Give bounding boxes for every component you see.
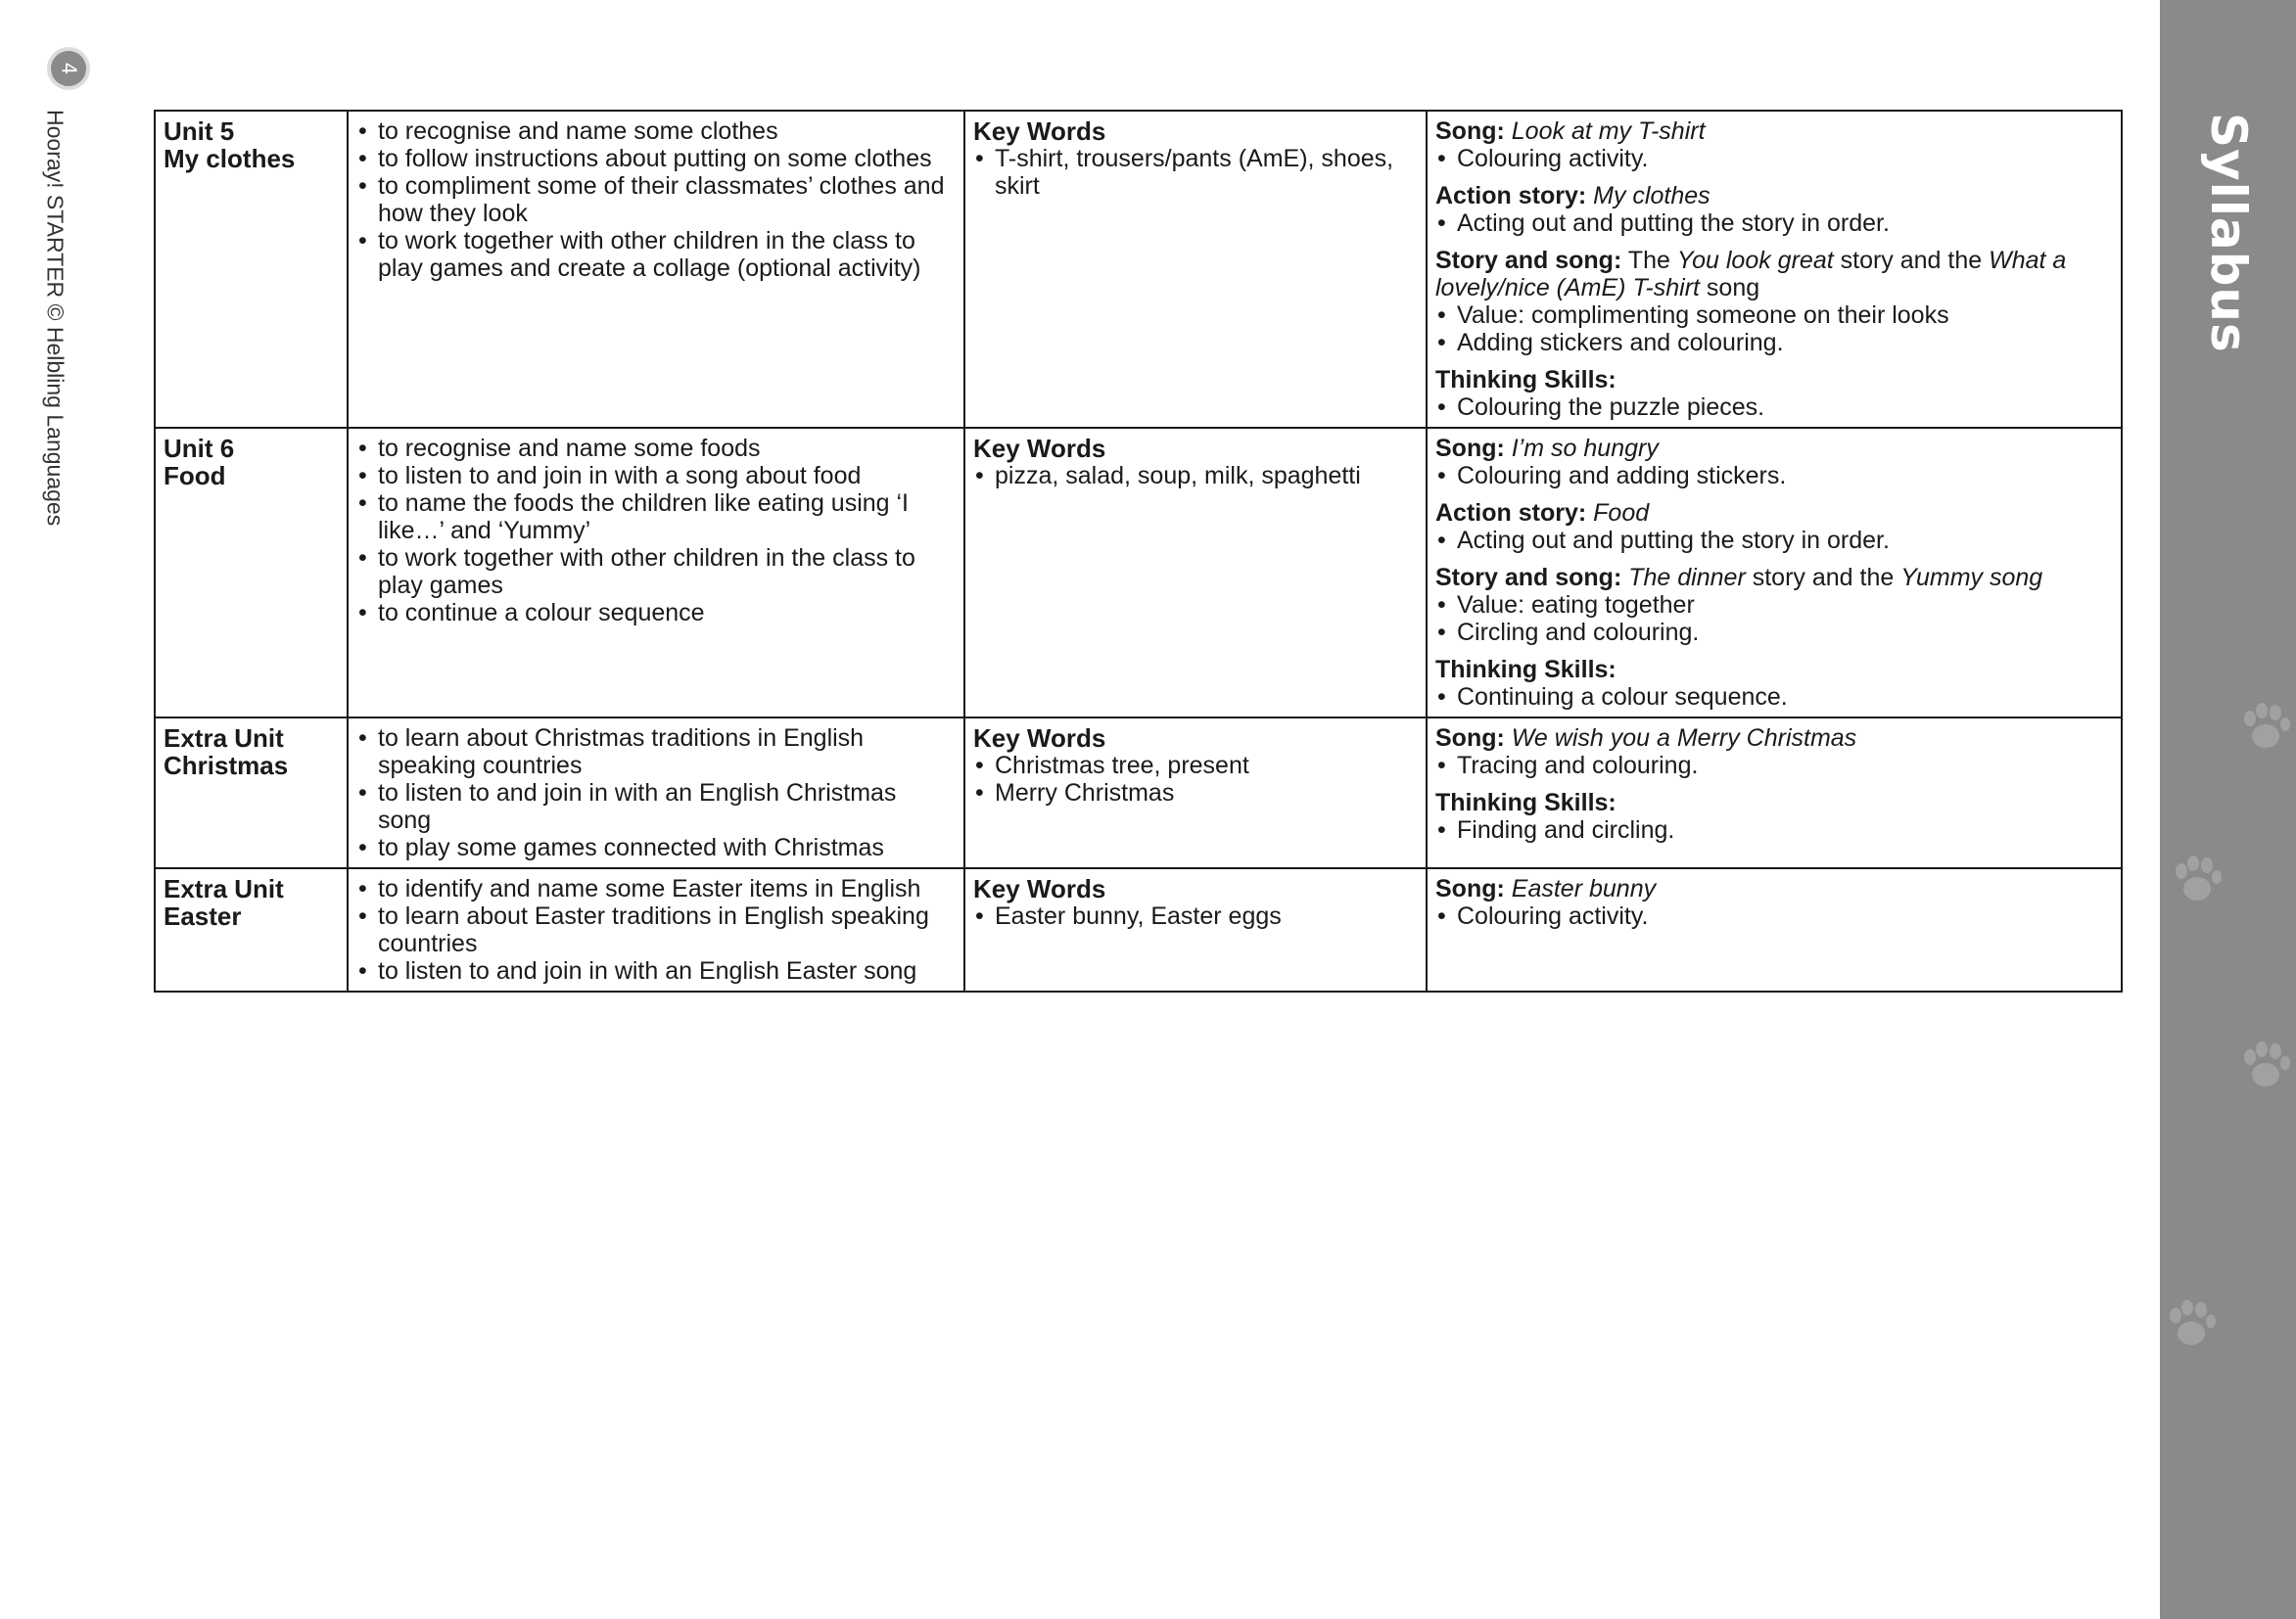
activity-item: • Colouring and adding stickers. xyxy=(1435,462,2113,489)
activity-block xyxy=(1435,182,2113,237)
paw-icon xyxy=(2234,1036,2296,1098)
activity-label: Thinking Skills: xyxy=(1435,789,1617,816)
objectives-cell xyxy=(348,111,964,428)
book-credit: Hooray! STARTER © Helbling Languages xyxy=(42,110,69,527)
key-word-item: • Easter bunny, Easter eggs xyxy=(973,902,1418,930)
objective-item: • to recognise and name some clothes xyxy=(356,117,956,145)
activity-title: Look at my T-shirt xyxy=(1511,117,1706,145)
key-words-list xyxy=(973,145,1418,200)
table-row xyxy=(155,868,2122,992)
unit-title: Easter xyxy=(164,902,242,931)
objective-item: • to work together with other children in the class to play games xyxy=(356,544,956,599)
activity-title: The dinner xyxy=(1628,564,1746,591)
activity-item: • Value: complimenting someone on their looks xyxy=(1435,301,2113,329)
key-words-list xyxy=(973,902,1418,930)
paw-icon xyxy=(2160,1294,2223,1357)
activity-item: • Circling and colouring. xyxy=(1435,619,2113,646)
page-number: 4 xyxy=(47,47,90,90)
objective-item: • to listen to and join in with an English Easter song xyxy=(356,957,956,985)
unit-number: Extra Unit xyxy=(164,874,284,903)
sidebar-title-area xyxy=(2160,0,2296,431)
unit-title: Christmas xyxy=(164,751,289,780)
key-words-heading: Key Words xyxy=(973,874,1106,903)
objective-item: • to name the foods the children like eating using ‘I like…’ and ‘Yummy’ xyxy=(356,489,956,544)
table-row xyxy=(155,428,2122,717)
objective-item: • to identify and name some Easter items in English xyxy=(356,875,956,902)
objectives-cell xyxy=(348,428,964,717)
activity-item: • Colouring activity. xyxy=(1435,145,2113,172)
key-word-item: • Merry Christmas xyxy=(973,779,1418,807)
activity-text: song xyxy=(1699,274,1760,301)
activity-item: • Continuing a colour sequence. xyxy=(1435,683,2113,711)
activity-title: I’m so hungry xyxy=(1511,435,1659,462)
activity-label: Story and song: xyxy=(1435,564,1622,591)
activity-title: Yummy song xyxy=(1900,564,2043,591)
activity-label: Song: xyxy=(1435,724,1505,752)
activity-text: The xyxy=(1627,247,1677,274)
objectives-list xyxy=(356,117,956,282)
unit-number: Unit 6 xyxy=(164,434,235,463)
activity-title: Food xyxy=(1593,499,1650,527)
activity-block xyxy=(1435,656,2113,711)
unit-cell xyxy=(155,111,348,428)
table-row xyxy=(155,717,2122,868)
activity-title: We wish you a Merry Christmas xyxy=(1511,724,1857,752)
activity-title: You look great xyxy=(1676,247,1834,274)
activity-text: story and the xyxy=(1745,564,1901,591)
activity-label: Song: xyxy=(1435,435,1505,462)
activities-cell xyxy=(1427,868,2122,992)
activity-item: • Tracing and colouring. xyxy=(1435,752,2113,779)
unit-title: Food xyxy=(164,461,226,490)
activity-block xyxy=(1435,117,2113,172)
activity-label: Action story: xyxy=(1435,499,1587,527)
activity-block xyxy=(1435,789,2113,844)
activities-cell xyxy=(1427,111,2122,428)
activities-cell xyxy=(1427,428,2122,717)
activity-block xyxy=(1435,564,2113,646)
activity-block xyxy=(1435,499,2113,554)
key-words-cell xyxy=(964,428,1427,717)
unit-cell xyxy=(155,868,348,992)
objective-item: • to follow instructions about putting on some clothes xyxy=(356,145,956,172)
activity-item: • Finding and circling. xyxy=(1435,816,2113,844)
activities-cell xyxy=(1427,717,2122,868)
activity-label: Thinking Skills: xyxy=(1435,366,1617,393)
key-words-list xyxy=(973,462,1418,489)
objectives-list xyxy=(356,875,956,985)
unit-number: Unit 5 xyxy=(164,116,235,146)
objective-item: • to continue a colour sequence xyxy=(356,599,956,626)
paw-icon xyxy=(2234,697,2296,760)
activity-label: Song: xyxy=(1435,117,1505,145)
sidebar-title: Syllabus xyxy=(2200,113,2257,353)
activity-text: story and the xyxy=(1833,247,1990,274)
key-word-item: • T-shirt, trousers/pants (AmE), shoes, skirt xyxy=(973,145,1418,200)
objective-item: • to recognise and name some foods xyxy=(356,435,956,462)
unit-title: My clothes xyxy=(164,144,296,173)
activity-label: Thinking Skills: xyxy=(1435,656,1617,683)
key-word-item: • pizza, salad, soup, milk, spaghetti xyxy=(973,462,1418,489)
activity-item: • Acting out and putting the story in order. xyxy=(1435,527,2113,554)
key-words-cell xyxy=(964,111,1427,428)
activity-item: • Colouring activity. xyxy=(1435,902,2113,930)
activity-block xyxy=(1435,875,2113,930)
objectives-cell xyxy=(348,717,964,868)
activity-block xyxy=(1435,366,2113,421)
activity-block xyxy=(1435,435,2113,489)
activity-item: • Acting out and putting the story in order. xyxy=(1435,209,2113,237)
activity-item: • Value: eating together xyxy=(1435,591,2113,619)
unit-cell xyxy=(155,717,348,868)
objective-item: • to learn about Christmas traditions in English speaking countries xyxy=(356,724,956,779)
activity-item: • Colouring the puzzle pieces. xyxy=(1435,393,2113,421)
activity-block xyxy=(1435,247,2113,356)
table-row xyxy=(155,111,2122,428)
activity-title: Easter bunny xyxy=(1511,875,1657,902)
objective-item: • to learn about Easter traditions in English speaking countries xyxy=(356,902,956,957)
activity-block xyxy=(1435,724,2113,779)
key-words-cell xyxy=(964,868,1427,992)
activity-title: What a lovely/nice (AmE) T-shirt xyxy=(1435,247,2067,301)
objectives-list xyxy=(356,724,956,861)
key-words-heading: Key Words xyxy=(973,116,1106,146)
objective-item: • to compliment some of their classmates’ clothes and how they look xyxy=(356,172,956,227)
unit-number: Extra Unit xyxy=(164,723,284,753)
activity-title: My clothes xyxy=(1593,182,1710,209)
paw-icon xyxy=(2166,850,2228,912)
objective-item: • to work together with other children in the class to play games and create a collage (optional activity) xyxy=(356,227,956,282)
objective-item: • to listen to and join in with a song about food xyxy=(356,462,956,489)
key-word-item: • Christmas tree, present xyxy=(973,752,1418,779)
activity-label: Song: xyxy=(1435,875,1505,902)
objectives-cell xyxy=(348,868,964,992)
activity-label: Action story: xyxy=(1435,182,1587,209)
objective-item: • to listen to and join in with an English Christmas song xyxy=(356,779,956,834)
key-words-heading: Key Words xyxy=(973,723,1106,753)
activity-label: Story and song: xyxy=(1435,247,1622,274)
key-words-list xyxy=(973,752,1418,807)
objectives-list xyxy=(356,435,956,626)
activity-item: • Adding stickers and colouring. xyxy=(1435,329,2113,356)
key-words-cell xyxy=(964,717,1427,868)
objective-item: • to play some games connected with Christmas xyxy=(356,834,956,861)
unit-cell xyxy=(155,428,348,717)
key-words-heading: Key Words xyxy=(973,434,1106,463)
syllabus-table xyxy=(154,110,2123,993)
